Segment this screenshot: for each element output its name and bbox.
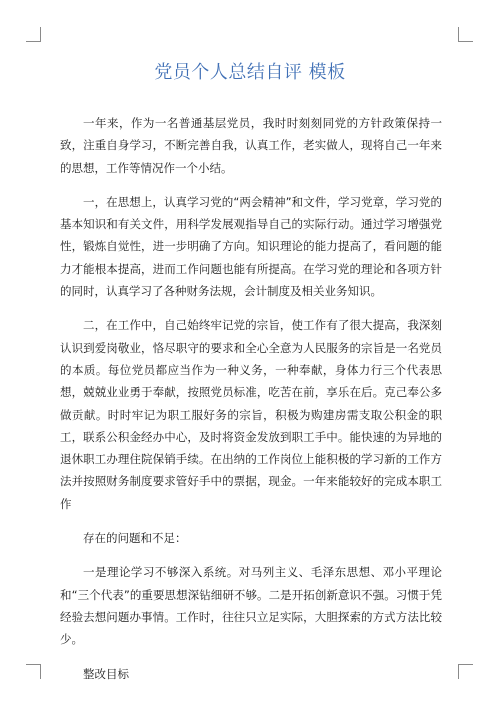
paragraph-rectification-heading: 整改目标 [83, 666, 129, 681]
paragraph-problems: 一是理论学习不够深入系统。对马列主义、毛泽东思想、邓小平理论和“三个代表”的重要思想深钻细研不够。二是开拓创新意识不强。习惯于凭经验去想问题办事情。工作时，往往只立足实际，大胆探索的方式方法比较少。 [60, 565, 442, 647]
crop-mark-top-left [26, 27, 41, 42]
paragraph-intro: 一年来，作为一名普通基层党员，我时时刻刻同党的方针政策保持一致，注重自身学习，不断完善自我，认真工作，老实做人，现将自己一年来的思想，工作等情况作一个小结。 [60, 116, 442, 175]
paragraph-work: 二，在工作中，自己始终牢记党的宗旨，使工作有了很大提高，我深刻认识到爱岗敬业，恪尽职守的要求和全心全意为人民服务的宗旨是一名党员的本质。每位党员都应当作为一种义务，一种奉献，身体力行三个代表思想，兢兢业业勇于奉献，按照党员标准，吃苦在前，享乐在后。克己奉公多做贡献。时时牢记为职工服好务的宗旨，积极为购建房需支取公积金的职工，联系公积金经办中心，及时将资金发放到职工手中。能快速的为异地的退休职工办理住院保销手续。在出纳的工作岗位上能积极的学习新的工作方法并按照财务制度要求管好手中的票据，现金。一年来能较好的完成本职工作 [60, 318, 442, 511]
paragraph-problems-heading: 存在的问题和不足： [83, 531, 187, 546]
document-body [60, 112, 442, 685]
crop-mark-bottom-left [26, 664, 41, 679]
paragraph-thought: 一，在思想上，认真学习党的“两会精神”和文件，学习党章，学习党的基本知识和有关文件，用科学发展观指导自己的实际行动。通过学习增强党性，锻炼自觉性，进一步明确了方向。知识理论的能力提高了，看问题的能力才能根本提高，进而工作问题也能有所提高。在学习党的理论和各项方针的同时，认真学习了各种财务法规，会计制度及相关业务知识。 [60, 194, 442, 299]
crop-mark-bottom-right [458, 664, 473, 679]
crop-mark-top-right [458, 27, 473, 42]
document-title: 党员个人总结自评 模板 [154, 62, 346, 83]
